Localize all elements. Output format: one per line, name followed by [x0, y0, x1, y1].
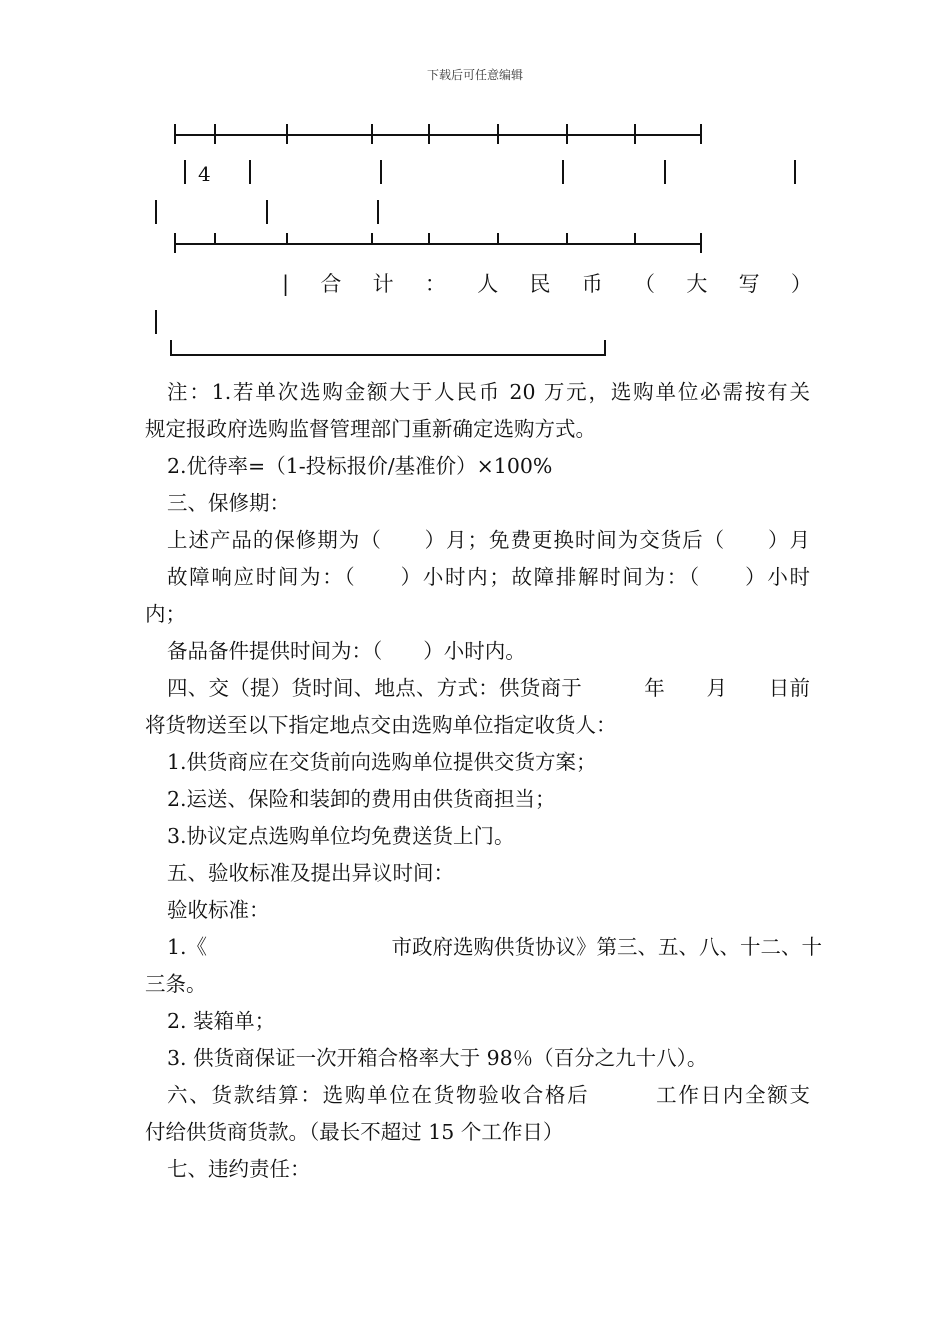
section-7-heading: 七、违约责任： [167, 1157, 311, 1181]
warranty-line: 上述产品的保修期为（ ）月；免费更换时间为交货后（ ）月 [167, 528, 810, 552]
section-3-heading: 三、保修期： [167, 491, 290, 515]
total-char: 计 [372, 272, 394, 296]
section-6-heading: 六、货款结算：选购单位在货物验收合格后 工作日内全额支 [167, 1083, 810, 1107]
total-char: | [282, 272, 290, 296]
section-4-heading: 四、交（提）货时间、地点、方式：供货商于 年 月 日前 [167, 676, 810, 700]
total-char: 人 [477, 272, 499, 296]
total-char: ） [790, 272, 812, 296]
total-char: 民 [529, 272, 551, 296]
section-5-item: 3. 供货商保证一次开箱合格率大于 98％（百分之九十八）。 [167, 1046, 708, 1070]
total-char: 大 [686, 272, 708, 296]
total-char: ： [424, 272, 446, 296]
section-6-line: 付给供货商货款。（最长不超过 15 个工作日） [145, 1120, 564, 1144]
section-4-line: 将货物送至以下指定地点交由选购单位指定收货人： [145, 713, 617, 737]
section-5-item-end: 三条。 [145, 972, 207, 996]
row-number: 4 [198, 162, 211, 186]
total-char: 币 [581, 272, 603, 296]
total-char: （ [634, 272, 656, 296]
note-paragraph-line: 注：1.若单次选购金额大于人民币 20 万元，选购单位必需按有关 [167, 380, 810, 404]
section-4-item: 3.协议定点选购单位均免费送货上门。 [167, 824, 515, 848]
section-5-subheading: 验收标准： [167, 898, 270, 922]
note-item-2: 2.优待率=（1-投标报价/基准价）×100% [167, 454, 553, 478]
section-4-item: 2.运送、保险和装卸的费用由供货商担当； [167, 787, 556, 811]
section-4-item: 1.供货商应在交货前向选购单位提供交货方案； [167, 750, 597, 774]
table-total-row [282, 270, 812, 298]
section-5-item: 1.《 市政府选购供货协议》第三、五、八、十二、十 [167, 935, 823, 959]
contract-body [145, 374, 823, 1188]
spare-parts-line: 备品备件提供时间为：（ ）小时内。 [167, 639, 526, 663]
fault-response-line-end: 内； [145, 602, 186, 626]
section-5-heading: 五、验收标准及提出异议时间： [167, 861, 454, 885]
section-5-item: 2. 装箱单； [167, 1009, 276, 1033]
total-char: 合 [320, 272, 342, 296]
total-char: 写 [738, 272, 760, 296]
fault-response-line: 故障响应时间为：（ ）小时内；故障排解时间为：（ ）小时 [167, 565, 810, 589]
table-total-row-end-bar [155, 310, 157, 334]
note-paragraph-line: 规定报政府选购监督管理部门重新确定选购方式。 [145, 417, 596, 441]
page-header-note: 下载后可任意编辑 [426, 68, 523, 82]
